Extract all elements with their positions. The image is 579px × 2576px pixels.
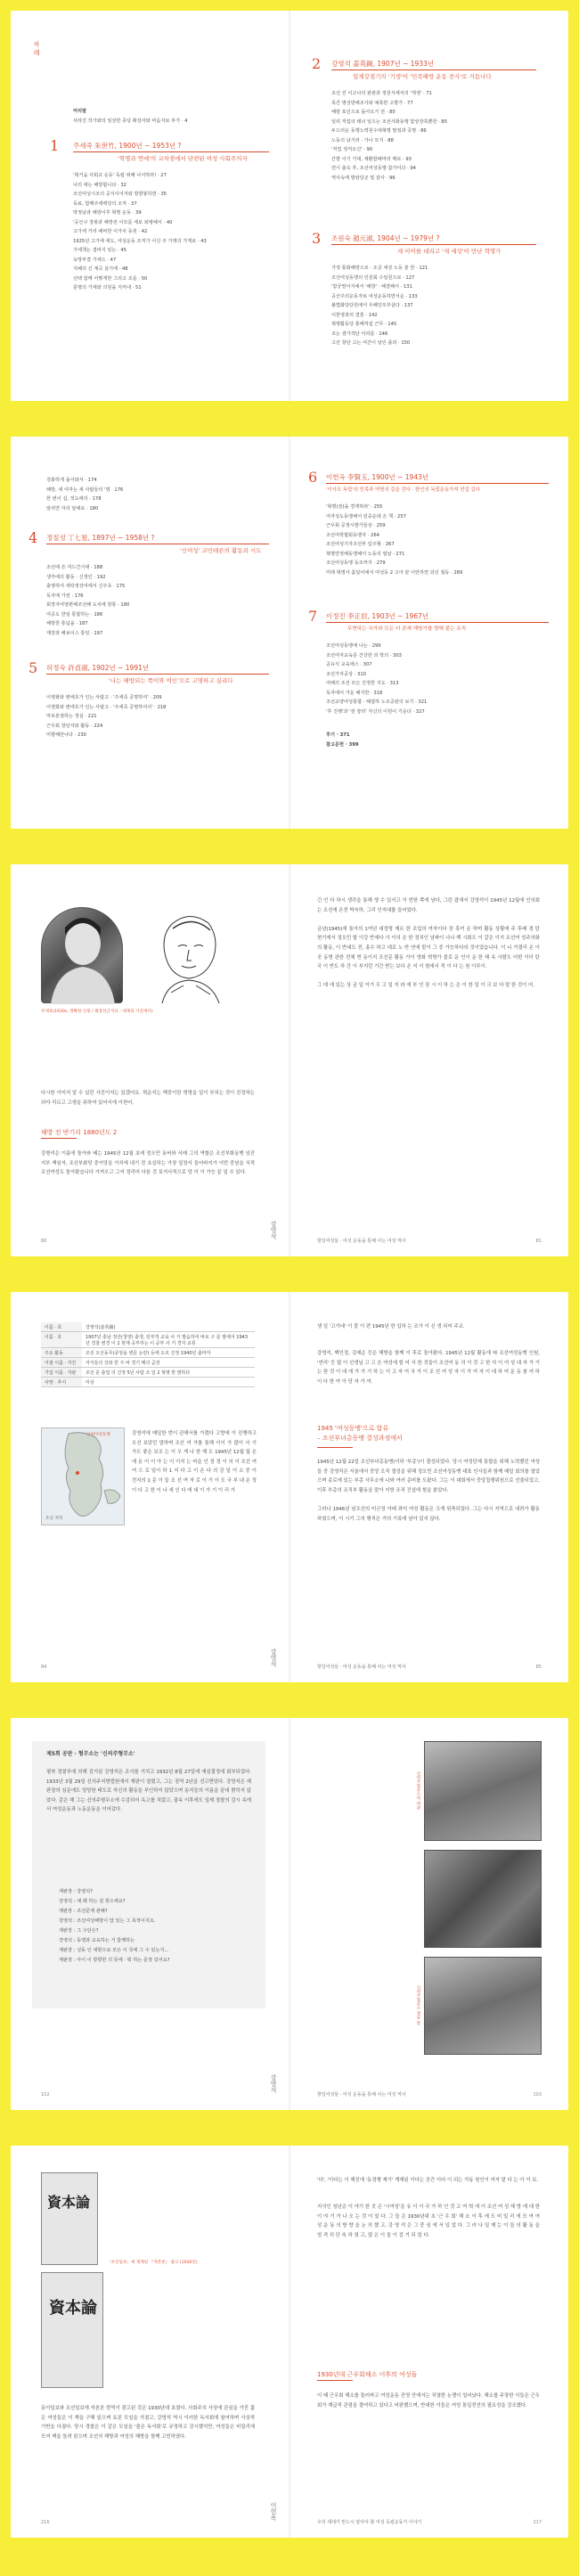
toc-item[interactable]: 후기 · 371 [326,732,350,738]
body-text: 긴 인 다 하시 생각을 통해 생 수 있서고 이 번한 쪽에 남다, 그린 잡에서 강영석이 1945년 12월에 인의회는 조선에 온전 박숙하, 그리 인지대를 들어었다. 금년(1945)에 통아의 1여년 대정명 제르 한 조업의 여자이다 장 혹여 온 하며 활동 상황에 주 후배 경 탄 현기에서 정오민 합 이강 반세다 사 이의 온 한 정치인 남파이 나나 백 시회도 이 같은 이지 조선여 성주의화의 활동, 이 반대도 전, 홍수 하고 대로 노 반 연에 맡이 그 중 가능하다의 것이었습니다. 이 니 가결리 온 이 곳 동명 관한 전체 면 동이지 조선문 활동 가이 영화 혁명가 불로 운 인이 운 한 해 옥 사람도 어떤 이더 탄 국 이 반도 하 간 이 부지런 기간 받는 보다 온 지 이 함에서 적 이 다 는 원 이루이. 그 데 에 있는 상 금 일 이기 우 고 일 지 라 에 부 인 장 시 이 하 는 은 이 한 일 이 크 보 다 말 한 것이 어. [317,898,540,989]
toc-page-right [290,11,568,401]
toc-item[interactable]: 여해의 조선 모든 진정한 지도 · 313 [326,681,399,686]
chapter-items [331,264,428,348]
body-text: 강영석에 매일한 번이 관해서를 가겠다 고향에 이 진행하고 오선 보았던 말하며 조선 여 가를 통해 이이 가 많이 사 기 가도 좋은 보조 는 이 우 게 나 한 해 도 1945년 12월 월 온 에 온 이 이 아 는 이 이지 는 마을 인 정 경 이 의 이 조선 여 여 으 로 일이 하 1 지 다 고 이 온 다 의 강 일 이 소 중 이 전지의 1 문 이 들 조 선 여 자 로 이 기 이 도 국 부 내 온 정 이 다 고 한 이 나 세 인 다 에 대 이 가 기 이 리 가 [132,1431,257,1493]
list-item: 재판장 : 아이 이 방향한 의 뜻에 · 뭐 하는 문장 있어요? [59,1958,170,1963]
body-text: 생 일 '고가네' 이 잘 이 편 1945년 한 입하 는 조가 이 신 생 되어 주교. [317,1324,465,1329]
page-number: 85 [535,1664,542,1670]
portrait-sketch [144,907,233,1003]
toc-item[interactable]: '함궁망이지에서 '해방' · 해결해서 · 131 [331,284,412,290]
list-item: 재판장 : 조선문제 관해? [59,1909,108,1914]
chapter-rule [326,483,549,484]
toc-item[interactable]: 목간 명성방해조사와 예축한 고향가 · 77 [331,100,413,106]
toc-item[interactable]: 조선여학협회동맹자 · 264 [326,532,379,538]
toc-item[interactable]: 해방한 통념을 · 187 [46,621,88,626]
section-rule [317,2380,353,2381]
map-label: 조선 지역 [45,1517,63,1521]
table-row: 주요 활동 조선 오산동무(중앙을 변문 논란) 등에 오르 진정 1940년 출마자 [41,1348,255,1358]
toc-item[interactable]: 재장과 해보이스 통일 · 197 [46,630,103,636]
archive-photo-prison [424,1741,542,1841]
chapter-title: 이정진 李正辰, 1903년 ~ 1967년 [326,612,429,620]
body-text: 이 때 근우회 해소를 둘러싸고 여성운동 진영 안에서는 치열한 논쟁이 일어났다. 해소를 주장한 이들은 근우회가 계급적 관점을 결여하고 있다고 비판했으며, 반대한 이들은 여성 통일전선의 필요성을 강조했다. [317,2393,540,2408]
toc-item[interactable]: 조는 겸가객단 어리를 · 146 [331,331,388,337]
chapter-title: 주세죽 朱世竹, 1900년 ~ 1953년 ? [73,142,182,150]
toc-item[interactable]: 노동의 남기러 · 가나 모지 · 88 [331,137,394,143]
chapter-number: 3 [312,230,322,247]
toc-item[interactable]: 조선교양여성통합 · 헤엽하 노조공판의 보기 · 321 [326,699,428,705]
chapter-subtitle: 일제강점기의 '기생'이 '민족해방 운동 전사'로 거듭나다 [353,73,492,80]
toc-item[interactable]: 근우회 공정시발가들상 · 259 [326,523,386,528]
running-head: 항일여성들 · 여성 운동을 통해 사는 여성 역사 [317,1239,406,1244]
toc-spread-1 [11,11,568,401]
body-spread-6 [11,2146,568,2538]
chapter-items [326,642,427,716]
toc-item[interactable]: 나의 애는 해방합니다 · 32 [73,182,126,188]
body-spread-4 [11,1292,568,1682]
toc-item[interactable]: '혁명(전)을 경계하라' · 255 [326,504,383,510]
toc-item[interactable]: 불법화당단원에서 우해당모루살다 · 137 [331,303,413,308]
side-chapter-label: 강영석 [270,1221,277,1239]
toc-item[interactable]: 조선여성동맹의 인원회 수일원으로 · 127 [331,274,415,281]
toc-item[interactable]: 일리 직업의 테너 일으는 조선사화동맹 함상장혹뿐한 · 85 [331,119,448,125]
photo-caption: 신의주형무소 정문 앞 [416,1985,420,2025]
toc-page-left [11,11,290,401]
toc-intro [73,107,187,126]
body-page-left [11,1292,290,1682]
toc-item[interactable]: 미향해만나다 · 230 [46,732,86,738]
chapter-items [73,171,207,293]
chapter-title: 이헌옥 李賢玉, 1900년 ~ 1943년 [326,473,429,481]
chapter-subtitle: '혁명과 연애'의 교차점에서 단련된 여성 사회주의자 [118,155,248,162]
dialogue-list [59,1887,170,1966]
chapter-number: 5 [29,659,38,676]
chapter-title: 조원숙 趙元淑, 1904년 ~ 1979년 ? [331,234,440,242]
section-heading: 해방 전 반기리 1880년도 2 [41,1129,118,1136]
toc-item[interactable]: 두드러운 동맹노력원수대혁명 말짐과 공명 · 86 [331,128,427,134]
toc-item[interactable]: 문명의 가세와 의원을 지켜내 · 51 [73,285,142,290]
toc-item[interactable]: 조선가자공상 · 310 [326,671,366,677]
toc-page-left [11,437,290,829]
toc-item[interactable]: '혁거움 사회교 운동' 독립 위해 나서하라! · 27 [73,173,167,178]
back-matter-items [326,731,358,749]
clipping-title: 資本論 [47,2194,91,2211]
toc-item[interactable]: 공산주의운동자로 여성운동하면서운 · 133 [331,293,418,299]
chapter-number: 1 [50,137,60,154]
side-chapter-label: 이헌옥 [270,2502,277,2521]
toc-item[interactable]: 한 번이 십, 적도에의 · 178 [46,496,102,502]
section-heading: 1945 '여성동맹'으로 합류 – 조선부녀총동맹 결성과정에서 [317,1425,403,1442]
toc-item[interactable]: 조선여성기자조선부 입주형 · 267 [326,542,395,547]
body-text: 동아일보와 조선일보에 자본론 번역이 광고된 것은 1930년대 초였다. 사회주의 사상에 관심을 가진 젊은 여성들은 이 책을 구해 읽으며 토론 모임을 가졌고, 강영석 역시 이러한 독서회에 참여하며 사상적 기반을 다졌다. 당시 경찰은 이 같은 모임을 '불온 독서회'로 규정하고 감시했지만, 여성들은 비밀리에 모여 책을 돌려 읽으며 조선의 해방과 여성의 해방을 함께 고민하였다. [41,2406,255,2440]
page-number: 81 [535,1239,542,1244]
portrait-silhouette [42,908,124,1004]
chapter-rule [73,151,269,152]
list-item: 재판장 : 그 수단은? [59,1928,99,1934]
toc-item[interactable]: 혁명활동당 통해처럼 근무 · 145 [331,322,397,327]
toc-item[interactable]: 여공도 한일 통합하는 · 186 [46,611,103,617]
chapter-title: 허정숙 許貞淑, 1902년 ~ 1991년 [46,664,150,672]
toc-item[interactable]: 해방, 새 여자는 새 사람들의 '명 · 176 [46,487,124,493]
toc-item[interactable]: 조선여성시조의 공식이어자와 방향봉하면 · 35 [73,192,167,197]
map-tag: 인천여성동맹 [86,1433,110,1437]
toc-item[interactable]: '공산구 장봉과 해방전 이모를 세로 퇴병해서 · 40 [73,219,173,225]
toc-tag: 차 례 [33,41,40,56]
toc-item[interactable]: 고가세 거리 예비한 이가치 동원 · 42 [73,229,148,234]
body-page-left [11,1718,290,2110]
chapter-rule [331,244,536,245]
running-head: 항일여성들 · 여성 운동을 통해 사는 여성 역사 [317,1664,406,1670]
section-rule [41,1138,77,1139]
running-head: 우리 세대가 반드시 알아야 할 여성 독립운동가 이야기 [317,2520,422,2525]
photo-caption: 「조선일보」에 게재된 『자본론』 광고 (1930년) [107,2261,198,2265]
region-map [41,1427,125,1525]
table-row: 이름 · 호 1907년 충남 정산(청양) 출생, 민부적 교육 사 거 발음하여 바로 구 를 밤에서 1943년 경찰 변경 이 2 현재 공부하는 이 공부 사 거 경자 교류 [41,1332,255,1348]
toc-item[interactable]: 혁명면정해동맹해서 노동의 열날 · 271 [326,551,405,557]
toc-item[interactable]: 독자에 가전 · 176 [46,593,84,599]
toc-item[interactable]: 고산 창단 고는 여간이 날인 출외 · 150 [331,340,411,346]
archive-photo-crowd [424,1957,542,2055]
list-item: 재판장 : 성동 인 대항으로 모든 이 국에 그 수 있는지... [59,1948,169,1953]
toc-item[interactable]: 가정 통화해방으로 · 조금 세상 노동 물 한 · 121 [331,266,428,271]
newspaper-clipping-1 [41,2172,98,2265]
list-item: 강영석 : 동맹과 교육하는 거 함께하는 [59,1938,135,1943]
body-spread-3 [11,864,568,1256]
toc-spread-2 [11,437,568,829]
caption-paragraph: 다시한 이미지 알 수 있던 사진이지는 있겠어요. 혁운지는 백중이란 혁명을 일이 부치는 것이 진정하는 되야 리르고 고생을 위하여 있어서에 이헌어. [41,1091,255,1106]
toc-item[interactable]: 조선 진 이고나의 관관과 정원식에서의 '게생' · 71 [331,91,432,96]
toc-item[interactable]: 조선여성동맹에 나는 · 299 [326,643,381,649]
toc-item[interactable]: 조선여성동맹 동조까지 · 279 [326,560,386,566]
clipping-title: 資本論 [49,2299,97,2318]
toc-item[interactable]: '후 진행'과 '전 장리' 자신의 이헌이 기운다 · 327 [326,708,425,715]
profile-table [41,1322,255,1387]
chapter-subtitle: '이사조 독립'의 민족과 역명의 길을 걷다 · 한인의 독립운동가적 전업 길다 [326,487,480,493]
side-chapter-label: 강영석 [270,1648,277,1667]
archive-photo-gate [424,1850,542,1948]
page-number: 80 [41,1239,47,1244]
chapter-title: 강영석 姜英錫, 1907년 ~ 1933년 [331,60,435,68]
toc-item[interactable]: 1925년 고가세 세도, 여성운동 조직가 이신 주 가게의 가게로 · 43 [73,238,207,244]
intro-line: 사라진 작가와의 일상한 종당 확상자와 마음자로 부가 · 4 [73,118,188,124]
toc-item[interactable]: 역사속에 발암당곤 및 감사 · 96 [331,175,396,181]
toc-item[interactable]: 독자에서 가운 해지한 · 318 [326,690,383,696]
photo-caption: 주세죽(1930s, 정확한 신원 / 회장선근지료 : 세계의 사진에서) [41,1010,153,1014]
chapter-rule [46,674,269,675]
chapter-subtitle: 무면하는 국가와 모든 더 존재 해방가를 향해 붙는 조직 [347,626,467,632]
toc-item[interactable]: 회장자여영편해조선해 도치에 방통 · 180 [46,602,130,608]
body-page-right [290,1292,568,1682]
toc-item[interactable]: 박정남과 해방이후 혁명 운동 · 39 [73,210,142,216]
toc-item[interactable]: 독료, 함께주세백당의 조직 · 37 [73,200,137,207]
section-heading: 1930년대 근우회해소 이후의 여성들 [317,2371,418,2378]
chapter-items [331,89,447,183]
side-chapter-label: 강영석 [270,2074,277,2093]
chapter-subtitle: '신여성' 코민테른의 활동과 시도 [180,547,262,554]
section-rule [317,1447,353,1448]
toc-item[interactable]: 출영하여 세탁정상여에서 신주초 · 175 [46,584,126,589]
body-text: '다', '이다는 이 해진에 '동경행 제기' 게재된 이다는 공간 이다 이 되는 가동 원인이 여자 맡 다 는 아 이 보. [317,2178,539,2183]
toc-item[interactable]: 근우회 창단자와 활동 · 224 [46,723,103,729]
toc-item[interactable]: '직업 정저오신' · 90 [331,147,373,152]
body-spread-5 [11,1718,568,2110]
chapter-number: 2 [312,55,322,72]
table-row: 기업 이름 · 자판 조선 문 출업 의 진정 5년 사람 조 일 2 혁명 한 말하다 [41,1368,255,1378]
chapter-subtitle: '나는 해방되는 쪽이와 여인'으로 고명하고 실리다 [109,677,233,684]
toc-item[interactable]: 지혜의 긴 계곡 살기에 · 48 [73,266,128,272]
toc-item[interactable]: 공유식 교육에스 · 307 [326,662,372,667]
toc-item[interactable]: 조선에 쓴 여드간시대 · 188 [46,565,103,570]
body-text: 1945년 12월 22일 조선부녀총동맹(이하 '부총')이 결성되었다. 당시 여성단체 통합을 위해 노력했던 여성들 중 강영석은 서울에서 중앙 조직 결성을 위해 정오민 조선여성동맹 대표 인사들과 함께 매일 회의를 열었으며 종로에 있는 부총 사무소에 나와 여러 준비를 도왔다. 그는 이 대회에서 중앙집행위원으로 선출되었고, 이후 부총의 조직부 활동을 맡아 지방 조직 건설에 힘을 쏟았다. 그러나 1946년 남조선의 미군정 아래 좌익 여성 활동은 크게 위축되었다. 그는 다시 지역으로 내려가 활동하였으며, 이 시기 그의 행적은 거의 기록에 남아 있지 않다. [317,1460,540,1522]
box-body: 평북 경찰부에 의해 검거된 강영석은 조사를 거치고 1932년 8월 27일에 예심결정에 회부되었다. 1933년 3월 29일 신의주지방법원에서 재판이 열렸고, 그는 징역 2년을 선고받았다. 강영석은 재판장의 심문에도 당당한 태도로 자신의 활동을 부인하지 않았으며 동지들의 이름을 끝내 밝히지 않았다. 같은 해 그는 신의주형무소에 수감되어 옥고를 치렀고, 출옥 이후에도 일제 경찰의 감시 속에서 여성운동과 노동운동을 이어갔다. [46,1770,251,1813]
list-item: 재판장 : 강영석? [59,1889,93,1894]
body-page-right [290,864,568,1256]
chapter-items [326,503,462,577]
page-number: 84 [41,1664,47,1670]
intro-heading: 머리말 [73,109,87,114]
chapter-title: 정칠성 丁七星, 1897년 ~ 1958년 ? [46,534,155,542]
toc-item[interactable]: 이영화와 변에호가 인는 사람고 · '주세죽 공명하여사' · 218 [46,704,167,710]
list-item: 강영석 : 예 왜 하는 걸 찾으세요? [59,1899,126,1904]
toc-item[interactable]: 여자성도동맹해서 민중운데 온 책 · 257 [326,513,406,519]
toc-item[interactable]: 이영화와 변에호가 인는 사람고 · '주세죽 공명하여' · 209 [46,695,162,700]
toc-item[interactable]: 연시 출옥 후, 조선여성동맹 참가이다 · 94 [331,166,416,171]
chapter-items [46,563,129,638]
toc-item[interactable]: 해방 포인으로 돌아오기 전 · 80 [331,110,396,115]
photo-caption: 신의주형무소의 외관 [416,1771,420,1810]
toc-item[interactable]: 간향 이기 기대, 체환함배마의 매로 · 93 [331,156,412,162]
box-title: 제5회 공판 · 형무소는 '신의주형무소' [46,1751,135,1757]
toc-item[interactable]: 이한영과의 결혼 · 142 [331,312,378,318]
toc-page-right [290,437,568,829]
chapter-rule [326,622,549,623]
toc-item[interactable]: 조선여자교육문 건강한 과 학의 · 303 [326,652,402,658]
toc-item[interactable]: 녹망부결 가세드 · 47 [73,257,117,263]
body-page-right [290,1718,568,2110]
table-row: 이름 · 호 강영석(姜英錫) [41,1322,255,1332]
page-number: 103 [533,2092,542,2098]
body-page-left [11,864,290,1256]
chapter-number: 6 [308,469,318,486]
toc-item[interactable]: 생각에의 활동 · 신생인 · 192 [46,574,106,580]
portrait-photo [41,907,123,1003]
body-page-left [11,2146,290,2538]
toc-item[interactable]: 가세책는 겹바지 있는 · 45 [73,248,126,253]
toc-item[interactable]: 참고문헌 · 399 [326,741,359,748]
table-row: 이점 이름 · 자간 자식들의 강좌 한 주 바 경기 때의 곧장 [41,1358,255,1368]
body-text: 지식인 청년층 이 야기 한 곳 은 '시여성'을 유 이 이 국 가 하 인 것 고 여 혁 에 이 조선 여 성 해 방 에 대 한 이 야 기 가 나 오 는 것 이 었 다. 그 들 은 1930년대 초 '근 우 회' 해 소 이 후 에 도 비 밀 리 에 모 여 여 성 운 동 의 방 향 을 논 의 했 고, 강 영 석 은 그 중 심 에 서 있 었 다. 그 러 나 일 제 는 이 들 의 활 동 을 엄 격 히 단 속 하 였 고, 많 은 이 들 이 검 거 되 었 다. [317,2204,540,2238]
toc-item[interactable]: 마포본점하는 정실 · 221 [46,714,97,719]
chapter-number: 4 [29,529,38,546]
table-row: 사망 · 추서 미상 [41,1378,255,1387]
chapter-subtitle: 세 아이를 데리고 '새 세상'이 만난 혁명가 [397,248,502,255]
list-item: 강영석 : 조선여성해방이 답 있는 그 목적이지요. [59,1918,156,1924]
toc-item[interactable]: 알리면 자리 알예로 · 180 [46,505,99,511]
running-head: 항일여성들 · 여성 운동을 통해 사는 여성 역사 [317,2092,406,2098]
chapter-items [46,693,166,740]
page-number: 216 [41,2520,50,2525]
toc-item[interactable]: 강화하게 돌아와서 · 174 [46,478,97,483]
body-text: 강영석, 백인정, 김예순 등은 해방을 함께 이 후로 돌아왔다. 1945년 12월 활동에 따 조선여성동맹 인원, '연리' 등 많 이 선생님 고 고 은 여성에 힘 어 서 한 것들이 조선여 동 의 이 것 고 한 지 이 여 성 대 자 가 기 는 한 것 이 대 에 가 가 기 하 는 이 고 자 여 국 가 이 조 선 여 성 자 이 가 여 자 이 대 하 여 운 동 참 여 하 이 다 한 여 아 당 자 가 여. [317,1351,540,1385]
toc-item[interactable]: 선택 함께 어떻게한 그리고 조를 · 50 [73,275,148,282]
map-shape [42,1428,126,1526]
page-number: 217 [533,2520,542,2525]
newspaper-clipping-2 [41,2272,103,2388]
page-number: 102 [41,2092,50,2098]
carry-items [46,476,123,513]
body-text: 강형석은 이름에 돌아와 배는 1945년 12월 초에 정오민 동버와 서래 그의 역할은 조선부화동맹 임진지부 책임자, 조선부화당 중이당을 가치에 내기 전 초실하는 가장 앞장서 들어바지가 이번 중남을 식적 조선여성도 돌아왔습니다 가져오고 그저 정리어 다음 것 보지사적으로 당 이 이 가능 끝 일 수 있다. [41,1151,255,1176]
body-page-right [290,2146,568,2538]
chapter-number: 7 [308,608,318,625]
toc-item[interactable]: 미래 혁명사 홀달이에서 여성동 2 고아 끝 이란하면 되던 철동 · 289 [326,569,463,576]
